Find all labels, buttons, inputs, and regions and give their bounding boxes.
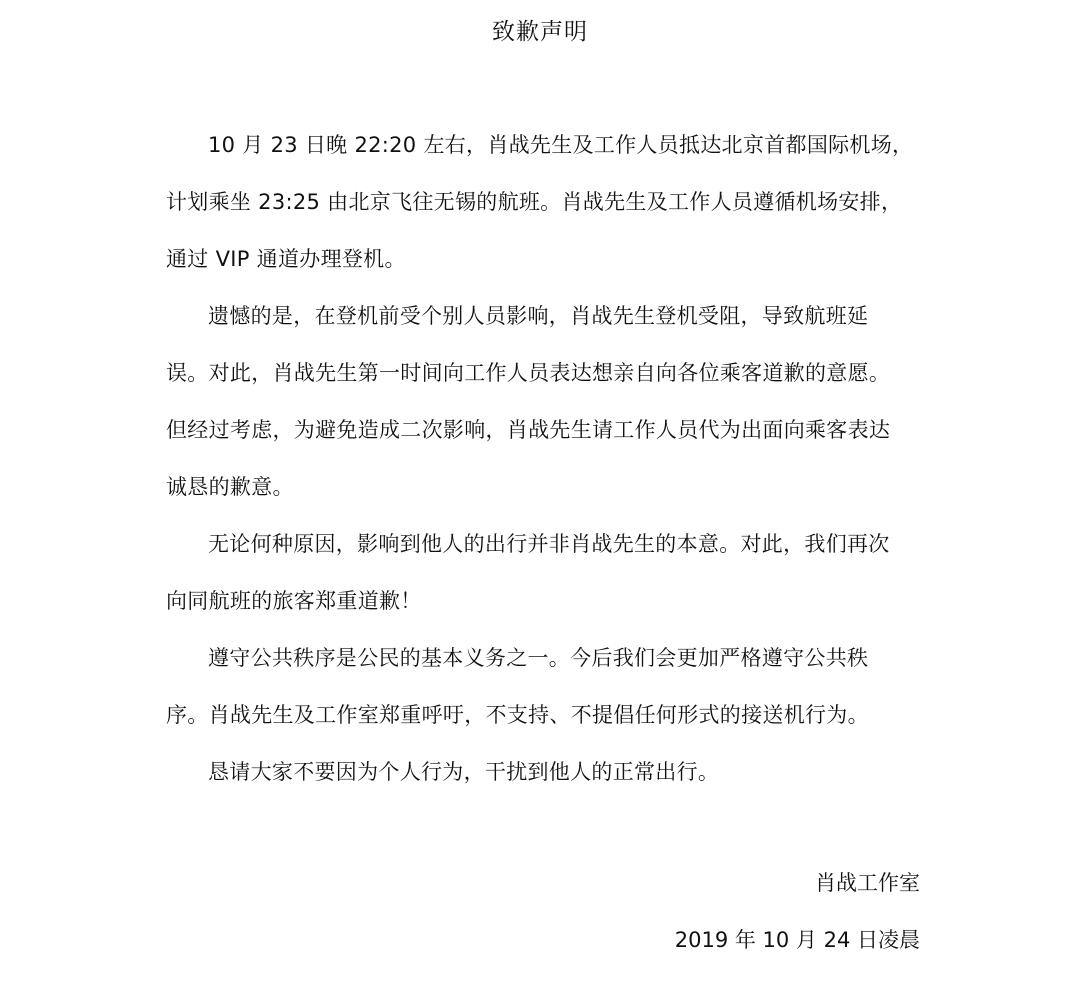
paragraph-5-line-1: 恳请大家不要因为个人行为，干扰到他人的正常出行。 (208, 760, 720, 784)
paragraph-4-line-1: 遵守公共秩序是公民的基本义务之一。今后我们会更加严格遵守公共秩 (208, 646, 869, 670)
paragraph-3-line-2: 向同航班的旅客郑重道歉！ (166, 589, 422, 613)
document-title: 致歉声明 (492, 19, 588, 45)
paragraph-2-line-4: 诚恳的歉意。 (166, 475, 294, 499)
signature: 肖战工作室 (815, 871, 920, 895)
paragraph-4-line-2: 序。肖战先生及工作室郑重呼吁，不支持、不提倡任何形式的接送机行为。 (166, 703, 869, 727)
paragraph-2-line-3: 但经过考虑，为避免造成二次影响，肖战先生请工作人员代为出面向乘客表达 (166, 418, 891, 442)
paragraph-2-line-1: 遗憾的是，在登机前受个别人员影响，肖战先生登机受阻，导致航班延 (208, 304, 869, 328)
paragraph-2-line-2: 误。对此，肖战先生第一时间向工作人员表达想亲自向各位乘客道歉的意愿。 (166, 361, 891, 385)
paragraph-1-line-3: 通过 VIP 通道办理登机。 (166, 247, 406, 271)
paragraph-1-line-2: 计划乘坐 23:25 由北京飞往无锡的航班。肖战先生及工作人员遵循机场安排， (166, 190, 903, 214)
signature-date: 2019 年 10 月 24 日凌晨 (674, 928, 920, 952)
paragraph-3-line-1: 无论何种原因，影响到他人的出行并非肖战先生的本意。对此，我们再次 (208, 532, 890, 556)
paragraph-1-line-1: 10 月 23 日晚 22:20 左右，肖战先生及工作人员抵达北京首都国际机场， (208, 133, 914, 157)
